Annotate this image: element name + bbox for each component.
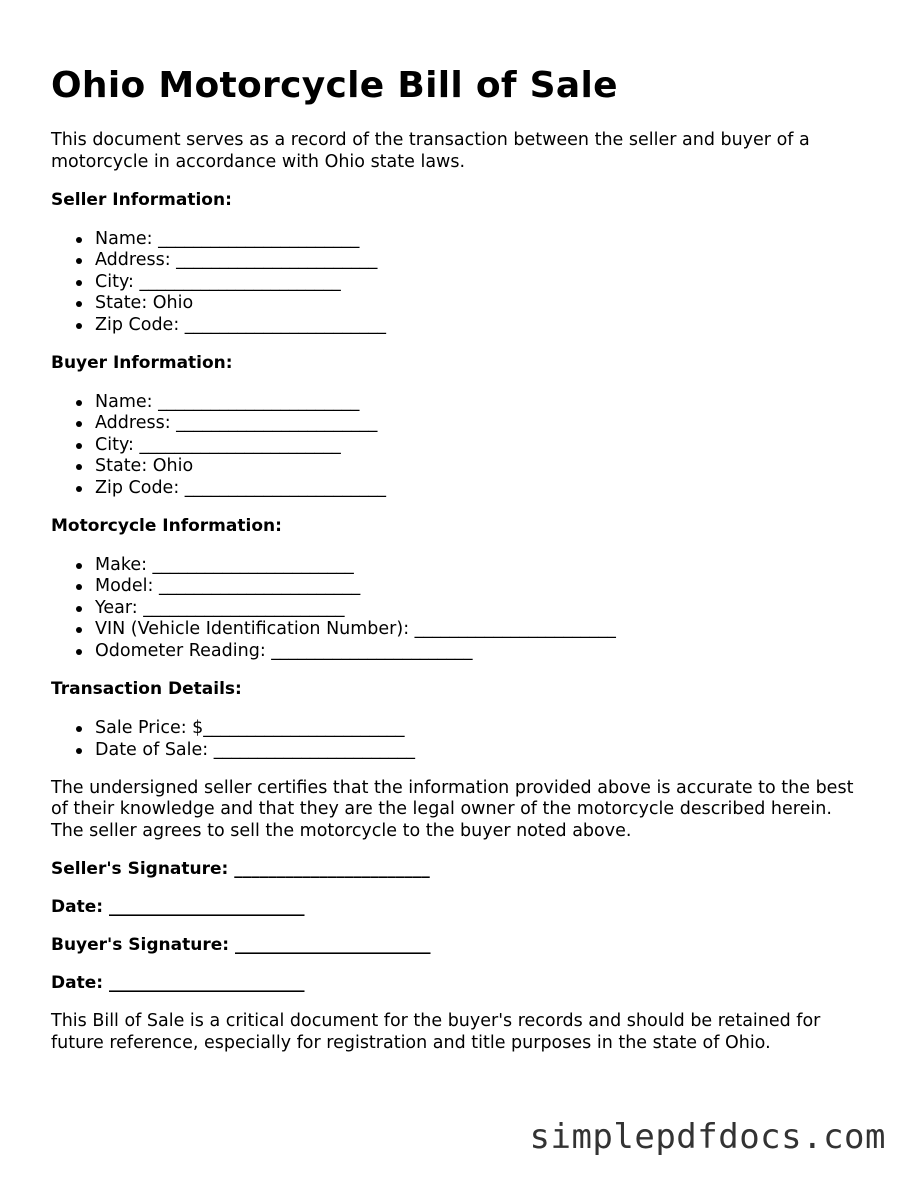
seller-state-field: State: Ohio (95, 293, 861, 314)
document-page (51, 62, 861, 1054)
motorcycle-odometer-field: Odometer Reading: _______________________ (95, 641, 861, 662)
seller-info-list (51, 229, 861, 336)
buyer-address-field: Address: _______________________ (95, 413, 861, 434)
motorcycle-section-heading: Motorcycle Information: (51, 516, 282, 537)
seller-section-heading: Seller Information: (51, 190, 232, 210)
certification-paragraph: The undersigned seller certifies that the information provided above is accurate to the best of their knowledge and that they are the legal owner of the motorcycle described herein. The seller agrees to sell the motorcycle to the buyer noted above. (51, 777, 854, 841)
seller-city-field: City: _______________________ (95, 272, 861, 293)
sale-price-field: Sale Price: $_______________________ (95, 718, 861, 739)
motorcycle-make-field: Make: _______________________ (95, 555, 861, 576)
page-title: Ohio Motorcycle Bill of Sale (51, 65, 618, 106)
closing-paragraph: This Bill of Sale is a critical document for the buyer's records and should be retained for future reference, especially for registration and title purposes in the state of Ohio. (51, 1011, 821, 1053)
motorcycle-vin-field: VIN (Vehicle Identification Number): _______________________ (95, 619, 861, 640)
transaction-info-list (51, 718, 861, 761)
seller-signature-line: Seller's Signature: _______________________ (51, 859, 430, 880)
seller-address-field: Address: _______________________ (95, 250, 861, 271)
buyer-state-field: State: Ohio (95, 456, 861, 477)
buyer-section-heading: Buyer Information: (51, 353, 233, 374)
buyer-city-field: City: _______________________ (95, 435, 861, 456)
transaction-section-heading: Transaction Details: (51, 679, 242, 700)
motorcycle-model-field: Model: _______________________ (95, 576, 861, 597)
intro-paragraph: This document serves as a record of the transaction between the seller and buyer of a motorcycle in accordance with Ohio state laws. (51, 130, 810, 172)
watermark-text: simplepdfdocs.com (529, 1117, 886, 1157)
seller-name-field: Name: _______________________ (95, 229, 861, 250)
buyer-signature-line: Buyer's Signature: _______________________ (51, 935, 431, 956)
buyer-date-line: Date: _______________________ (51, 973, 305, 994)
sale-date-field: Date of Sale: _______________________ (95, 740, 861, 761)
buyer-name-field: Name: _______________________ (95, 392, 861, 413)
motorcycle-info-list (51, 555, 861, 662)
seller-zip-field: Zip Code: _______________________ (95, 315, 861, 336)
motorcycle-year-field: Year: _______________________ (95, 598, 861, 619)
buyer-info-list (51, 392, 861, 499)
buyer-zip-field: Zip Code: _______________________ (95, 478, 861, 499)
seller-date-line: Date: _______________________ (51, 897, 305, 918)
